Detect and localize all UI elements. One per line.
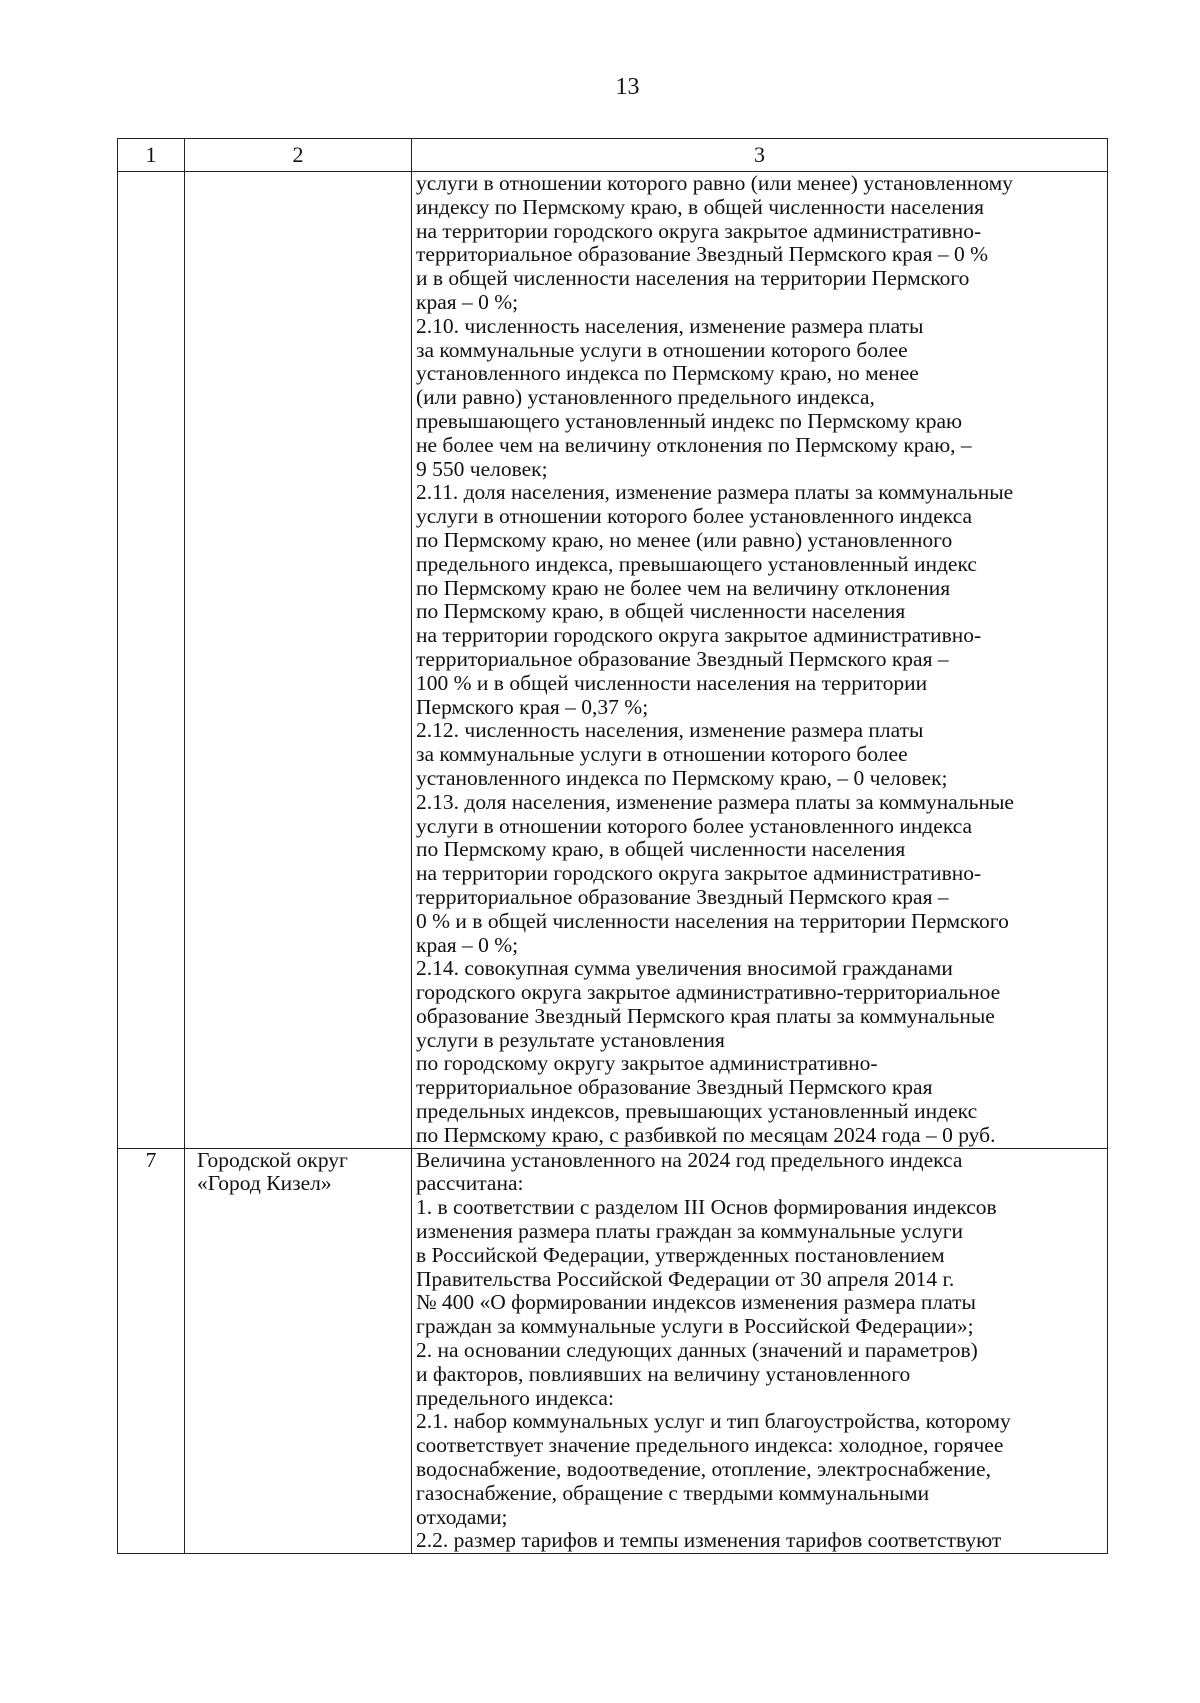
text-line: и факторов, повлиявших на величину установленного <box>416 1361 911 1386</box>
document-table <box>117 138 1108 1554</box>
text-line: в Российской Федерации, утвержденных постановлением <box>416 1242 945 1267</box>
text-line: 2. на основании следующих данных (значений и параметров) <box>416 1338 978 1363</box>
text-line: городского округа закрытое административно-территориальное <box>416 980 1001 1005</box>
text-line: 100 % и в общей численности населения на территории <box>416 670 928 695</box>
text-line: соответствует значение предельного индекса: холодное, горячее <box>416 1433 1004 1458</box>
municipality-name-cell <box>185 172 412 1149</box>
text-line: на территории городского округа закрытое административно- <box>416 218 982 243</box>
text-line: по Пермскому краю, в общей численности населения <box>416 837 906 862</box>
text-line: изменения размера платы граждан за коммунальные услуги <box>416 1219 964 1244</box>
text-line: услуги в отношении которого более установленного индекса <box>416 504 973 529</box>
text-line: на территории городского округа закрытое административно- <box>416 861 982 886</box>
text-line: газоснабжение, обращение с твердыми коммунальными <box>416 1480 930 1505</box>
text-line: 2.12. численность населения, изменение размера платы <box>416 718 924 743</box>
text-line: граждан за коммунальные услуги в Российской Федерации»; <box>416 1314 974 1339</box>
text-line: 2.1. набор коммунальных услуг и тип благоустройства, которому <box>416 1409 1011 1434</box>
text-line: не более чем на величину отклонения по Пермскому краю, – <box>416 432 972 457</box>
text-line: предельного индекса, превышающего установленный индекс <box>416 551 977 576</box>
text-line: 0 % и в общей численности населения на территории Пермского <box>416 908 1009 933</box>
text-line: услуги в отношении которого равно (или менее) установленному <box>416 171 1013 195</box>
description-cell <box>412 172 1108 1149</box>
text-line: 2.10. численность населения, изменение размера платы <box>416 313 924 338</box>
text-line: 9 550 человек; <box>416 456 548 481</box>
text-line: Величина установленного на 2024 год предельного индекса <box>416 1147 963 1172</box>
row-number-cell <box>118 172 185 1149</box>
text-line: Правительства Российской Федерации от 30 апреля 2014 г. <box>416 1266 955 1291</box>
text-line: территориальное образование Звездный Пермского края – <box>416 884 949 909</box>
text-line: № 400 «О формировании индексов изменения размера платы <box>416 1290 976 1315</box>
text-line: за коммунальные услуги в отношении которого более <box>416 742 908 767</box>
text-line: по Пермскому краю не более чем на величину отклонения <box>416 575 951 600</box>
text-line: услуги в результате установления <box>416 1027 725 1052</box>
text-line: образование Звездный Пермского края платы за коммунальные <box>416 1003 995 1028</box>
text-line: предельного индекса: <box>416 1385 614 1410</box>
text-line: услуги в отношении которого более установленного индекса <box>416 813 973 838</box>
text-line: за коммунальные услуги в отношении которого более <box>416 337 908 362</box>
text-line: 2.11. доля населения, изменение размера платы за коммунальные <box>416 480 1014 505</box>
text-line: по Пермскому краю, в общей численности населения <box>416 599 906 624</box>
text-line: (или равно) установленного предельного индекса, <box>416 385 875 410</box>
page-number: 13 <box>615 74 640 100</box>
text-line: на территории городского округа закрытое административно- <box>416 623 982 648</box>
text-line: края – 0 %; <box>416 289 519 314</box>
text-line: превышающего установленный индекс по Пермскому краю <box>416 408 963 433</box>
text-line: Пермского края – 0,37 %; <box>416 694 649 719</box>
table-header-row <box>118 139 1108 172</box>
text-line: 2.2. размер тарифов и темпы изменения тарифов соответствуют <box>416 1528 1002 1553</box>
text-line: по городскому округу закрытое административно- <box>416 1051 878 1076</box>
header-cell-2: 2 <box>185 139 412 172</box>
header-cell-3: 3 <box>412 139 1108 172</box>
table-row <box>118 1148 1108 1554</box>
text-line: индексу по Пермскому краю, в общей численности населения <box>416 194 985 219</box>
text-line: по Пермскому краю, с разбивкой по месяцам 2024 года – 0 руб. <box>416 1122 996 1147</box>
text-line: предельных индексов, превышающих установленный индекс <box>416 1099 978 1124</box>
text-line: и в общей численности населения на территории Пермского <box>416 266 970 291</box>
text-line: установленного индекса по Пермскому краю, но менее <box>416 361 919 386</box>
municipality-name-cell <box>185 1148 412 1554</box>
text-line: Городской округ <box>197 1147 348 1172</box>
row-number-cell: 7 <box>118 1148 185 1554</box>
text-line: 2.14. совокупная сумма увеличения вносимой гражданами <box>416 956 953 981</box>
text-line: края – 0 %; <box>416 932 519 957</box>
text-line: территориальное образование Звездный Пермского края – <box>416 646 949 671</box>
text-line: территориальное образование Звездный Пермского края <box>416 1075 933 1100</box>
text-line: водоснабжение, водоотведение, отопление, электроснабжение, <box>416 1457 991 1482</box>
header-cell-1: 1 <box>118 139 185 172</box>
text-line: установленного индекса по Пермскому краю, – 0 человек; <box>416 765 948 790</box>
text-line: отходами; <box>416 1504 508 1529</box>
table-row <box>118 172 1108 1149</box>
text-line: по Пермскому краю, но менее (или равно) установленного <box>416 527 953 552</box>
description-cell <box>412 1148 1108 1554</box>
text-line: территориальное образование Звездный Пермского края – 0 % <box>416 242 988 267</box>
text-line: 1. в соответствии с разделом III Основ формирования индексов <box>416 1195 997 1220</box>
text-line: рассчитана: <box>416 1171 524 1196</box>
text-line: 2.13. доля населения, изменение размера платы за коммунальные <box>416 789 1014 814</box>
text-line: «Город Кизел» <box>197 1171 332 1196</box>
